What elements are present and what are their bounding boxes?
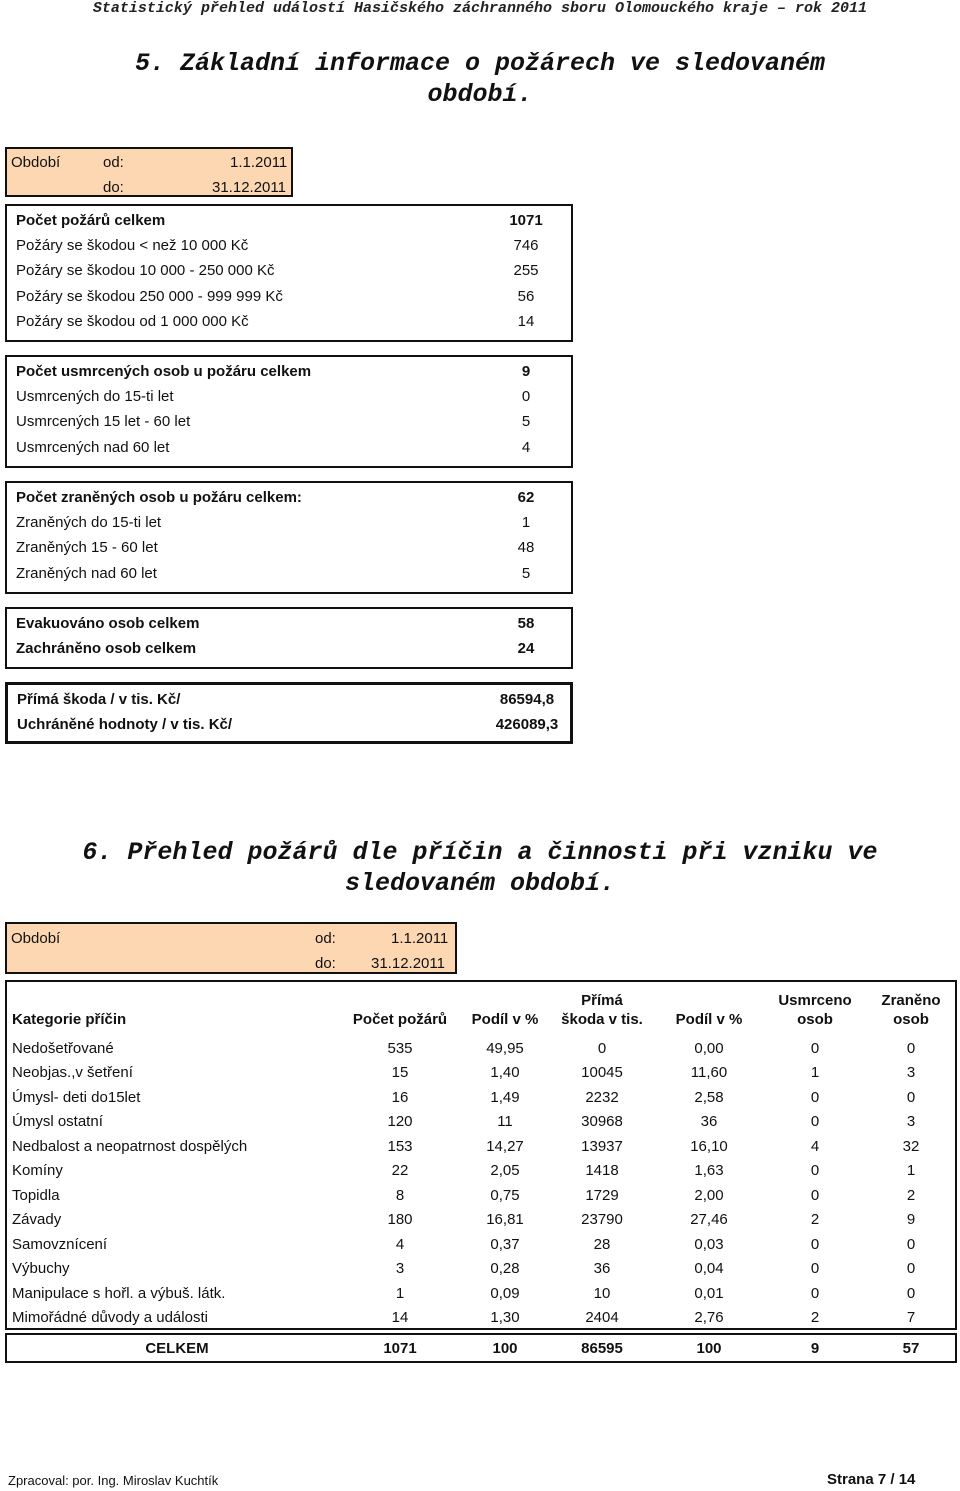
info-row: [7, 561, 567, 586]
total-label: CELKEM: [145, 1340, 209, 1357]
table-cell: 0,00: [694, 1040, 724, 1057]
table-cell: 0: [810, 1186, 820, 1204]
table-cell: 9: [906, 1211, 916, 1229]
info-row-label: Usmrcených nad 60 let: [16, 438, 170, 456]
info-row: [7, 359, 567, 384]
table-cell: 1: [395, 1284, 405, 1302]
table-cell: 14: [391, 1308, 409, 1326]
table-cell: 0: [906, 1088, 916, 1106]
table-cell: 11: [497, 1113, 513, 1131]
table-cell: 0,75: [490, 1186, 520, 1204]
table-cell: 2,05: [490, 1162, 520, 1180]
table-cell: 2,00: [694, 1186, 724, 1204]
period-box: [5, 147, 293, 197]
info-row-label: Evakuováno osob celkem: [16, 615, 200, 632]
footer-author: Zpracoval: por. Ing. Miroslav Kuchtík: [8, 1473, 219, 1488]
info-row-value: 86594,8: [499, 691, 555, 708]
table-cell: 2: [810, 1308, 820, 1326]
period-from-value: 1.1.2011: [230, 154, 288, 171]
total-cell: 86595: [581, 1340, 623, 1357]
info-row: [7, 258, 567, 283]
cause-label: Topidla: [12, 1186, 60, 1204]
table-cell: 8: [395, 1186, 405, 1204]
table-cell: 3: [395, 1260, 405, 1278]
column-header-line1: Usmrceno: [778, 992, 852, 1009]
table-cell: 13937: [581, 1137, 623, 1155]
info-row-value: 14: [517, 312, 535, 330]
info-row-value: 56: [517, 287, 535, 305]
info-row-label: Zachráněno osob celkem: [16, 640, 197, 658]
cause-label: Komíny: [12, 1162, 63, 1180]
table-cell: 1,63: [694, 1162, 724, 1180]
table-cell: 7: [906, 1308, 916, 1326]
section6-title-line1: 6. Přehled požárů dle příčin a činnosti při vzniku ve: [82, 838, 878, 867]
table-cell: 0: [810, 1260, 820, 1278]
info-row: [7, 510, 567, 535]
table-cell: 16,81: [486, 1211, 524, 1229]
info-row: [7, 535, 567, 560]
table-cell: 0: [906, 1235, 916, 1253]
table-cell: 535: [387, 1040, 413, 1057]
table-cell: 3: [906, 1064, 916, 1082]
total-cell: 1071: [383, 1340, 417, 1357]
table-cell: 0,28: [490, 1260, 520, 1278]
info-row-label: Požáry se škodou 10 000 - 250 000 Kč: [16, 262, 275, 280]
info-group-box: [5, 682, 573, 744]
column-header: osob: [893, 1011, 929, 1028]
table-cell: 11,60: [690, 1064, 728, 1082]
table-cell: 1: [906, 1162, 916, 1180]
cause-label: Závady: [12, 1211, 62, 1229]
info-row-label: Uchráněné hodnoty / v tis. Kč/: [17, 716, 233, 734]
cause-label: Manipulace s hořl. a výbuš. látk.: [12, 1284, 226, 1302]
table-cell: 3: [906, 1113, 916, 1131]
info-row-value: 746: [513, 237, 539, 255]
cause-label: Výbuchy: [12, 1260, 70, 1278]
footer-page-number: Strana 7 / 14: [827, 1471, 916, 1488]
info-row: [7, 611, 567, 636]
total-cell: 57: [902, 1340, 920, 1357]
cause-label: Úmysl ostatní: [12, 1113, 103, 1131]
info-group-box: [5, 204, 573, 342]
period-to-value: 31.12.2011: [212, 179, 286, 196]
column-header: Podíl v %: [675, 1011, 743, 1028]
period-to-label: do:: [103, 179, 124, 196]
table-cell: 27,46: [690, 1211, 728, 1229]
period-from-label: od:: [315, 930, 336, 947]
cause-label: Samovznícení: [12, 1235, 108, 1253]
table-cell: 23790: [581, 1211, 623, 1229]
table-cell: 14,27: [486, 1137, 524, 1155]
info-row-label: Požáry se škodou od 1 000 000 Kč: [16, 312, 249, 330]
table-cell: 0,09: [490, 1284, 520, 1302]
info-row-value: 58: [517, 615, 535, 632]
info-row-label: Zraněných do 15-ti let: [16, 514, 162, 532]
info-row-value: 426089,3: [495, 716, 559, 734]
cause-label: Nedbalost a neopatrnost dospělých: [12, 1137, 248, 1155]
table-cell: 0: [906, 1260, 916, 1278]
table-cell: 22: [391, 1162, 409, 1180]
total-cell: 9: [810, 1340, 820, 1357]
cause-label: Neobjas.,v šetření: [12, 1064, 133, 1082]
cause-label: Mimořádné důvody a události: [12, 1308, 208, 1326]
table-cell: 0,03: [694, 1235, 724, 1253]
table-cell: 16,10: [690, 1137, 728, 1155]
info-row-label: Požáry se škodou < než 10 000 Kč: [16, 237, 249, 255]
document-header: Statistický přehled událostí Hasičského záchranného sboru Olomouckého kraje – rok 2011: [92, 0, 868, 17]
total-cell: 100: [696, 1340, 722, 1357]
table-cell: 0: [810, 1284, 820, 1302]
table-cell: 36: [700, 1113, 718, 1131]
info-row-label: Počet usmrcených osob u požáru celkem: [16, 363, 312, 380]
info-row-value: 4: [521, 438, 531, 456]
table-cell: 10: [593, 1284, 611, 1302]
info-row-label: Počet požárů celkem: [16, 212, 166, 229]
info-row-value: 48: [517, 539, 535, 557]
cause-label: Nedošetřované: [12, 1040, 114, 1057]
info-row-value: 0: [521, 388, 531, 406]
table-cell: 0: [810, 1113, 820, 1131]
table-cell: 4: [810, 1137, 820, 1155]
table-cell: 180: [387, 1211, 413, 1229]
info-row-label: Usmrcených 15 let - 60 let: [16, 413, 191, 431]
column-header-line1: Přímá: [581, 992, 623, 1009]
table-cell: 0: [810, 1040, 820, 1057]
info-row-value: 5: [521, 564, 531, 582]
table-cell: 36: [593, 1260, 611, 1278]
table-cell: 153: [387, 1137, 413, 1155]
info-row: [8, 687, 568, 712]
table-cell: 30968: [581, 1113, 623, 1131]
info-row: [7, 636, 567, 661]
table-cell: 2232: [585, 1088, 619, 1106]
period-label: Období: [11, 930, 61, 947]
period-to-label: do:: [315, 955, 336, 972]
section6-title-line2: sledovaném období.: [344, 869, 616, 898]
info-row-label: Usmrcených do 15-ti let: [16, 388, 174, 406]
column-header: Kategorie příčin: [12, 1011, 127, 1028]
period-box-2: [5, 922, 457, 974]
info-row: [7, 309, 567, 334]
table-cell: 0: [810, 1162, 820, 1180]
info-row-label: Zraněných 15 - 60 let: [16, 539, 158, 557]
causes-table-box: [5, 980, 957, 1330]
table-cell: 1729: [585, 1186, 619, 1204]
table-cell: 0: [810, 1235, 820, 1253]
table-cell: 16: [391, 1088, 409, 1106]
info-row-value: 1071: [509, 212, 543, 229]
column-header: Podíl v %: [471, 1011, 539, 1028]
info-row-value: 9: [521, 363, 531, 380]
table-cell: 1,30: [490, 1308, 520, 1326]
info-row: [7, 208, 567, 233]
table-cell: 28: [593, 1235, 611, 1253]
table-cell: 4: [395, 1235, 405, 1253]
section5-title-line2: období.: [427, 80, 533, 109]
column-header: škoda v tis.: [561, 1011, 643, 1028]
table-cell: 0: [906, 1040, 916, 1057]
table-cell: 49,95: [486, 1040, 524, 1057]
table-cell: 0: [906, 1284, 916, 1302]
table-cell: 0,04: [694, 1260, 724, 1278]
info-group-box: [5, 481, 573, 594]
info-row-value: 5: [521, 413, 531, 431]
cause-label: Úmysl- deti do15let: [12, 1088, 141, 1106]
table-cell: 2: [906, 1186, 916, 1204]
info-row-value: 1: [521, 514, 531, 532]
info-row-label: Počet zraněných osob u požáru celkem:: [16, 489, 302, 506]
period-label: Období: [11, 154, 61, 171]
table-cell: 2: [810, 1211, 820, 1229]
info-row-label: Přímá škoda / v tis. Kč/: [17, 691, 181, 708]
column-header-line1: Zraněno: [881, 992, 941, 1009]
table-cell: 120: [387, 1113, 413, 1131]
info-row-label: Zraněných nad 60 let: [16, 564, 157, 582]
info-row-value: 24: [517, 640, 535, 658]
info-row: [8, 712, 568, 737]
info-row-value: 255: [513, 262, 539, 280]
table-cell: 0: [810, 1088, 820, 1106]
period-from-value: 1.1.2011: [391, 930, 449, 947]
info-group-box: [5, 607, 573, 669]
table-cell: 1: [810, 1064, 820, 1082]
table-cell: 0,01: [694, 1284, 724, 1302]
total-row: [5, 1333, 957, 1363]
info-row-value: 62: [517, 489, 535, 506]
info-row: [7, 485, 567, 510]
period-to-value: 31.12.2011: [371, 955, 445, 972]
total-cell: 100: [492, 1340, 518, 1357]
info-row: [7, 384, 567, 409]
table-cell: 0: [597, 1040, 607, 1057]
info-row-label: Požáry se škodou 250 000 - 999 999 Kč: [16, 287, 283, 305]
period-from-label: od:: [103, 154, 124, 171]
info-row: [7, 284, 567, 309]
table-cell: 2404: [585, 1308, 619, 1326]
table-cell: 2,76: [694, 1308, 724, 1326]
table-cell: 0,37: [490, 1235, 520, 1253]
info-group-box: [5, 355, 573, 468]
table-cell: 1418: [585, 1162, 619, 1180]
table-cell: 10045: [581, 1064, 623, 1082]
column-header: osob: [797, 1011, 833, 1028]
info-row: [7, 409, 567, 434]
table-cell: 1,40: [490, 1064, 520, 1082]
section5-title-line1: 5. Základní informace o požárech ve sledovaném: [134, 49, 826, 78]
info-row: [7, 233, 567, 258]
table-cell: 15: [391, 1064, 409, 1082]
column-header: Počet požárů: [352, 1011, 448, 1028]
table-cell: 32: [902, 1137, 920, 1155]
info-row: [7, 435, 567, 460]
table-cell: 1,49: [490, 1088, 520, 1106]
table-cell: 2,58: [694, 1088, 724, 1106]
